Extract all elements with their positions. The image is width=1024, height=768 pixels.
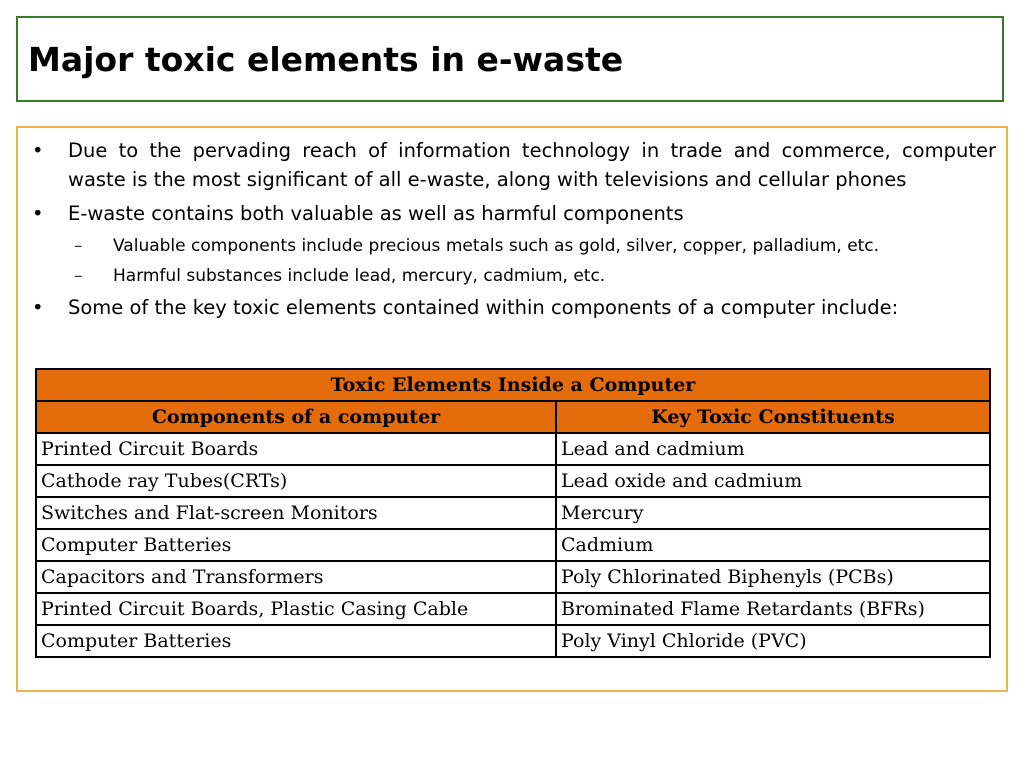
component-cell: Computer Batteries xyxy=(36,529,556,561)
bullet-text: E-waste contains both valuable as well as harmful components xyxy=(68,202,684,225)
table-row xyxy=(36,561,990,593)
table-row xyxy=(36,625,990,657)
bullet-item xyxy=(18,293,1006,322)
column-header-components: Components of a computer xyxy=(36,401,556,433)
constituent-cell: Poly Vinyl Chloride (PVC) xyxy=(556,625,990,657)
slide-title: Major toxic elements in e-waste xyxy=(28,40,624,79)
dash-icon: – xyxy=(74,266,83,286)
table-title: Toxic Elements Inside a Computer xyxy=(36,369,990,401)
title-box xyxy=(16,16,1004,102)
bullet-icon: • xyxy=(32,139,44,162)
table-row xyxy=(36,529,990,561)
bullet-list xyxy=(18,136,1006,327)
constituent-cell: Lead and cadmium xyxy=(556,433,990,465)
bullet-item xyxy=(18,199,1006,228)
sub-bullet-item xyxy=(18,263,1006,289)
table-title-row xyxy=(36,369,990,401)
component-cell: Switches and Flat-screen Monitors xyxy=(36,497,556,529)
column-header-constituents: Key Toxic Constituents xyxy=(556,401,990,433)
dash-icon: – xyxy=(74,236,83,256)
component-cell: Capacitors and Transformers xyxy=(36,561,556,593)
bullet-text: Some of the key toxic elements contained within components of a computer include: xyxy=(68,296,899,319)
constituent-cell: Mercury xyxy=(556,497,990,529)
bullet-text: Due to the pervading reach of information technology in trade and commerce, computer waste is the most significant of all e-waste, along with televisions and cellular phones xyxy=(68,139,996,191)
table-row xyxy=(36,497,990,529)
table-header-row xyxy=(36,401,990,433)
component-cell: Printed Circuit Boards xyxy=(36,433,556,465)
bullet-item xyxy=(18,136,1006,194)
bullet-icon: • xyxy=(32,296,44,319)
constituent-cell: Cadmium xyxy=(556,529,990,561)
table-row xyxy=(36,433,990,465)
table-row xyxy=(36,465,990,497)
sub-bullet-text: Valuable components include precious metals such as gold, silver, copper, palladium, etc. xyxy=(113,236,880,256)
bullet-icon: • xyxy=(32,202,44,225)
constituent-cell: Poly Chlorinated Biphenyls (PCBs) xyxy=(556,561,990,593)
component-cell: Printed Circuit Boards, Plastic Casing Cable xyxy=(36,593,556,625)
component-cell: Cathode ray Tubes(CRTs) xyxy=(36,465,556,497)
constituent-cell: Brominated Flame Retardants (BFRs) xyxy=(556,593,990,625)
constituent-cell: Lead oxide and cadmium xyxy=(556,465,990,497)
sub-bullet-item xyxy=(18,233,1006,259)
content-box xyxy=(16,126,1008,692)
toxic-elements-table xyxy=(35,368,991,658)
sub-bullet-text: Harmful substances include lead, mercury, cadmium, etc. xyxy=(113,266,606,286)
table-row xyxy=(36,593,990,625)
component-cell: Computer Batteries xyxy=(36,625,556,657)
